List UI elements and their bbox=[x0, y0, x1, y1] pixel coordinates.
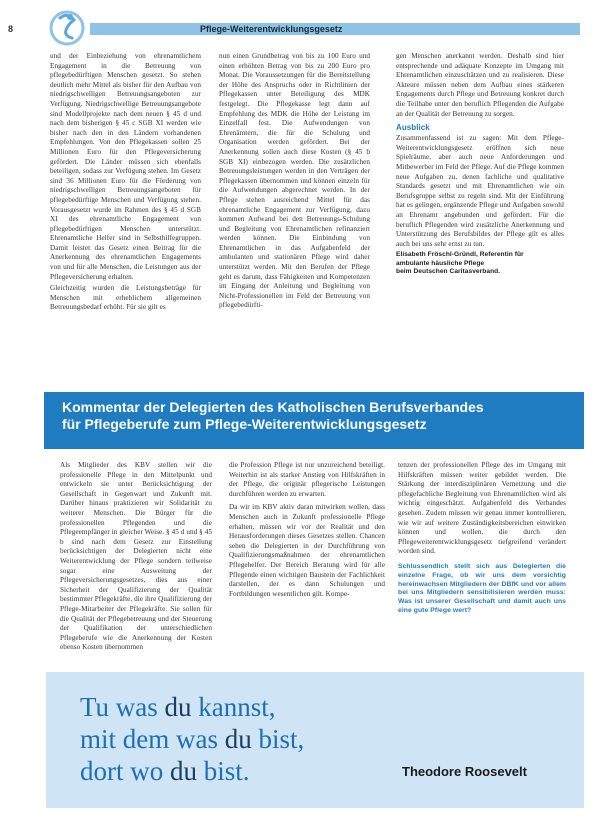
quote-line-1: Tu was du kannst, bbox=[80, 692, 276, 722]
commentary-column-3 bbox=[398, 461, 566, 616]
quote-author: Theodore Roosevelt bbox=[402, 764, 527, 779]
page-header bbox=[0, 0, 593, 46]
running-title: Pflege-Weiterentwicklungsgesetz bbox=[200, 24, 343, 34]
article-paragraph: Zusammenfassend ist zu sagen: Mit dem Pflege-Weiterentwicklungsgesetz eröffnen sich neue Spielräume, aber auch neue Anforderungen und Mitbewerber im Feld der Pflege. Auf die Pflege kommen neue Aufgaben zu, denen fachliche und qualitative Standards gesetzt und mit Ehrenamtlichen wie ein Berufsgruppe selbst zu regeln sind. Mit der Einführung hat es gelingen, ergänzende Pflege und Aufgaben sowohl an Ehrenamt angebunden und gefördert. Für die beruflich Pflegenden wird zusätzliche Anerkennung und Unterstützung des Berufsbildes der Pflege gilt es alles auch bei uns sehr ernst zu tun. bbox=[396, 134, 564, 248]
article-column-2 bbox=[219, 52, 370, 311]
closing-question: Schlussendlich stellt sich aus Delegierten die einzelne Frage, ob wir uns dem vorsichtig hereinwachsen Mitgliedern der DBfK und vor allem bei uns Mitgliedern sensibilisieren werden muss: Was ist unserer Gesellschaft und damit auch uns eine gute Pflege wert? bbox=[398, 562, 566, 614]
article-paragraph: Gleichzeitig wurden die Leistungsbeträge für Menschen mit erheblichem allgemeinen Betreuungsbedarf erhöht. Für sie gilt es bbox=[50, 284, 201, 312]
commentary-title: Kommentar der Delegierten des Katholischen Berufsverbandes für Pflegeberufe zum Pflege-Weiterentwicklungsgesetz bbox=[62, 399, 484, 432]
commentary-column-2 bbox=[229, 461, 385, 599]
magazine-logo-icon bbox=[46, 8, 88, 46]
article-column-3 bbox=[396, 52, 564, 277]
article-paragraph: nun einen Grundbetrag von bis zu 100 Euro und einen erhöhten Betrag von bis zu 200 Euro pro Monat. Die Voraussetzungen für die Bereitstellung der Höhe des Anspruchs oder in Richtlinien der Pflegekassen unter Beteiligung des MDK festgelegt. Die Pflegekasse legt dann auf Empfehlung des MDK die Höhe der Leistung im Einzelfall fest. Die Aufwendungen von Ehrenämtern, die für die Schulung und Organisation werden gefördert. Bei der Anerkennung sollen auch diese Kosten (§ 45 b SGB XI) einbezogen werden. Die zusätzlichen Betreuungsleistungen werden in den Verträgen der Pflegekassen übernommen und können einzeln für die Aufwendungen abgerechnet werden. In der Pflege stehen ausreichend Mittel für das ehrenamtliche Engagement zur Verfügung, dazu kommen Aufwand bei den Betreuungs-Schulung und Begleitung von Ehrenamtlichen refinanziert werden können. Die Einbindung von Ehrenamtlichen in das Aufgabenfeld der ambulanten und stationären Pflege wird daher unterstützt werden. Mit den Berufen der Pflege geht es darum, dass Fähigkeiten und Kompetenzen im Eingang der Anleitung und Begleitung von Nicht-Professionellen im Feld der Betreuung von pflegebedürfti- bbox=[219, 52, 370, 310]
article-paragraph: Da wir im KBV aktiv daran mitwirken wollen, dass Menschen auch in Zukunft professionelle Pflege erhalten, müssen wir vor der Realität und den Herausforderungen dieses Gesetzes stellen. Chancen sehen die Delegierten in der Durchführung von Qualifizierungsmaßnahmen der ehrenamtlichen Pflegehelfer. Der Bereich Beratung wird für alle Pflegende einen wichtigen Baustein der Fachlichkeit darstellen, der es dann Schulungen und Fortbildungen wesentlichen gilt. Kompe- bbox=[229, 503, 385, 598]
quote-line-3: dort wo du bist. bbox=[80, 756, 250, 786]
section-heading: Ausblick bbox=[396, 123, 430, 133]
article-paragraph: gen Menschen anerkannt werden. Deshalb sind hier entsprechende und adäquate Konzepte im Umgang mit Ehrenamtlichen einzuschätzen und zu realisieren. Diese Akteure müssen neben dem Aufbau eines stärkeren Engagements durch Pflege und Betreuung konkret durch die Teilhabe unter den beruflich Pflegenden die Aufgabe an der Qualität der Betreuung zu sorgen. bbox=[396, 52, 564, 118]
commentary-column-1 bbox=[60, 461, 212, 653]
article-paragraph: und der Einbeziehung von ehrenamtlichem Engagement in die Betreuung von pflegebedürftigen Menschen gesetzt. So stehen deutlich mehr Mittel als bisher für den Aufbau von niedrigschwelligen Betreuungsangeboten zur Verfügung. Niedrigschwellige Betreuungsangebote sind Modellprojekte nach dem neuen § 45 d und nach dem bisherigen § 45 c SGB XI werden wie bisher nach den in den Ländern vorhandenen Empfehlungen. Von den Pflegekassen sollen 25 Millionen Euro für den Pflegeversicherung gefördert. Die Länder müssen sich ebenfalls beteiligen, sodass zur Verfügung stehen. Im Gesetz sind 36 Millionen Euro für die Förderung von niedrigschwelligen Betreuungsangeboten für pflegebedürftige Menschen und Verfügung stehen. Vorausgesetzt wurde im Rahmen des § 45 d SGB XI des ehrenamtliche Engagement von pflegebedürftigen Menschen unterstützt. Ehrenamtliche Helfer sind in Selbsthilfegruppen. Damit leistet das Gesetz einen Beitrag für die Anerkennung des ehrenamtlichen Engagements von und für alle Menschen, die Leistungen aus der Pflegeversicherung erhalten. bbox=[50, 52, 201, 281]
page-number: 8 bbox=[8, 24, 14, 34]
author-signature: Elisabeth Fröschl-Gründl, Referentin für ambulante häusliche Pflege beim Deutschen Caritasverband. bbox=[396, 251, 524, 276]
article-paragraph: Als Mitglieder des KBV stellen wir die professionelle Pflege in den Mittelpunkt und entwickeln sie unter Berücksichtigung der Gesellschaft in Gegenwart und Zukunft mit. Darüber hinaus praktizieren wir Solidarität zu weiterer Menschen. Die Bürger für die professionellen Pflegenden und die Pflegeempfänger in gleicher Weise. § 45 d und § 45 b sind nach dem Gesetz zur Einstellung berücksichtigen der Delegierten nicht eine Weiterentwicklung der Pflege sondern teilweise sogar eine Ausweitung der Pflegeversicherungsgesetzes, dies aus einer Sicherheit der Qualifizierung der Qualität bestimmter Pflegekräfte, die ihre Qualifizierung der Pflege-Mitarbeiter der Pflegekräfte. Sie sollen für die Qualität der Pflegebetreuung und der Steuerung der Qualifikation der unterschiedlichen Pflegeberufe wie die Anerkennung der Kosten ebenso Kosten übernommen bbox=[60, 461, 212, 652]
article-column-1 bbox=[50, 52, 201, 313]
article-paragraph: die Profession Pflege ist nur unzureichend beteiligt. Weiterhin ist als starker Anstieg von Hilfskräften in der Pflege, die originär pflegerische Leistungen durchführen werden zu erwarten. bbox=[229, 461, 385, 498]
article-paragraph: tenzen der professionellen Pflege des im Umgang mit Hilfskräften müssen weiter gebildet werden. Die Stärkung der interdisziplinären Vernetzung und die pflegefachliche Begleitung von Ehrenamtlichen wird als wichtig eingeschätzt. Aufgabenfeld des Verbandes gesehen. Zudem müssen wir genau immer kontrollieren, wie wir auf weitere Zuständigkeitsbereichen einwirken können und wollen, die durch den Pflegeweiterentwicklungsgesetz tiefgreifend verändert worden sind. bbox=[398, 461, 566, 556]
quote-line-2: mit dem was du bist, bbox=[80, 724, 305, 754]
